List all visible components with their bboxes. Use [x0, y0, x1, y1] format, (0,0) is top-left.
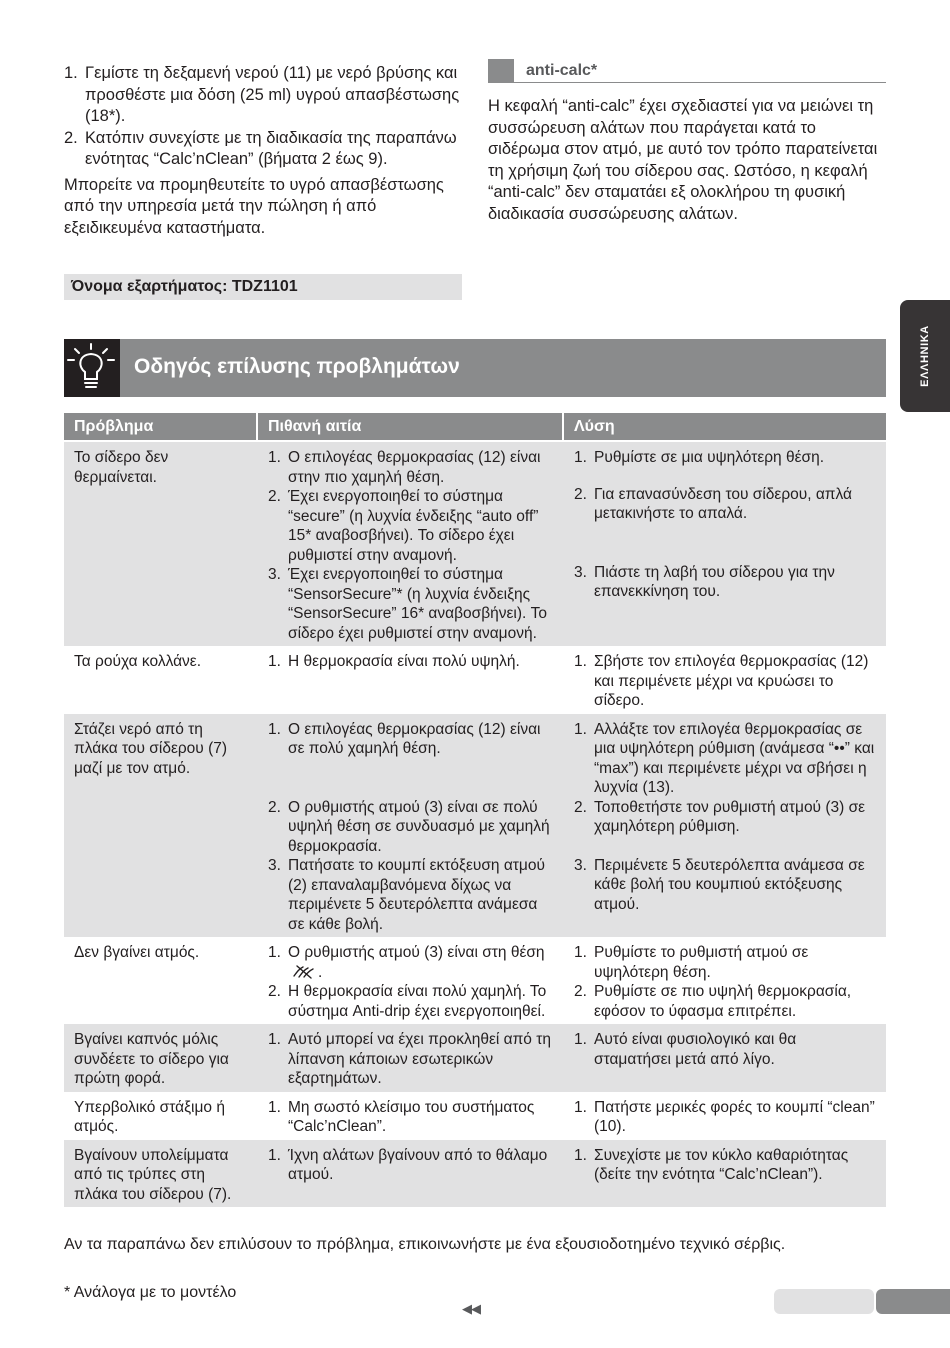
- solution-cell: [564, 646, 886, 714]
- solution-cell: [564, 937, 886, 1024]
- service-note: Αν τα παραπάνω δεν επιλύσουν το πρόβλημα, επικοινωνήστε με ένα εξουσιοδοτημένο τεχνικό σέρβις.: [64, 1236, 786, 1253]
- list-item: 2. Τοποθετήστε τον ρυθμιστή ατμού (3) σε χαμηλότερη ρύθμιση.: [574, 798, 866, 835]
- solution-cell: [564, 1024, 886, 1092]
- model-footnote: * Ανάλογα με το μοντέλο: [64, 1284, 237, 1301]
- table-row: [64, 714, 886, 938]
- anti-calc-title: anti-calc*: [526, 62, 598, 79]
- page-bar-dark: [876, 1289, 950, 1314]
- list-item: 1. Μη σωστό κλείσιμο του συστήματος “Calc’nClean”.: [268, 1098, 535, 1135]
- list-item: 3. Πατήσατε το κουμπί εκτόξευση ατμού (2) επαναλαμβανόμενα δίχως να περιμένετε 5 δευτερόλεπτα ανάμεσα σε κάθε βολή.: [268, 857, 545, 933]
- list-item: 2. Η θερμοκρασία είναι πολύ χαμηλή. Το σύστημα Anti-drip έχει ενεργοποιηθεί.: [268, 983, 547, 1020]
- cause-cell: [258, 646, 564, 714]
- troubleshooting-table: [64, 413, 886, 1207]
- solution-cell: [564, 442, 886, 646]
- column-header-cause: Πιθανή αιτία: [258, 413, 564, 440]
- list-item: 1. Συνεχίστε με τον κύκλο καθαριότητας (δείτε την ενότητα “Calc’nClean”).: [574, 1146, 849, 1183]
- list-item: 1. Αλλάξτε τον επιλογέα θερμοκρασίας σε μια υψηλότερη ρύθμιση (ανάμεσα “••” και “max”) και περιμένετε μέχρι να σβήσει η λυχνία (13).: [574, 720, 875, 796]
- table-row: [64, 1024, 886, 1092]
- supplier-paragraph: Μπορείτε να προμηθευτείτε το υγρό απασβέστωσης από την υπηρεσία μετά την πώληση ή από εξειδικευμένα καταστήματα.: [64, 175, 444, 237]
- solution-cell: [564, 1092, 886, 1140]
- back-arrows-icon[interactable]: ◀◀: [462, 1301, 480, 1316]
- list-item: 1. Σβήστε τον επιλογέα θερμοκρασίας (12) και περιμένετε μέχρι να κρυώσει το σίδερο.: [574, 653, 869, 709]
- cause-cell: [258, 1140, 564, 1208]
- problem-cell: Τα ρούχα κολλάνε.: [74, 653, 202, 670]
- heading-marker: [488, 59, 514, 82]
- refill-steps: [64, 63, 462, 171]
- list-item: 1. Η θερμοκρασία είναι πολύ υψηλή.: [268, 653, 520, 670]
- list-item: 3. Έχει ενεργοποιηθεί το σύστημα “SensorSecure”* (η λυχνία ένδειξης “SensorSecure” 16* αναβοσβήνει). Το σίδερο έχει ρυθμιστεί στην αναμονή.: [268, 566, 548, 642]
- cause-cell: [258, 937, 564, 1024]
- section-title: Οδηγός επίλυσης προβλημάτων: [134, 355, 460, 378]
- list-item: 1. Ο επιλογέας θερμοκρασίας (12) είναι σε πολύ χαμηλή θέση.: [268, 720, 541, 757]
- anti-calc-paragraph: Η κεφαλή “anti-calc” έχει σχεδιαστεί για να μειώνει τη συσσώρευση αλάτων που παράγεται κατά το σιδέρωμα στον ατμό, με αυτό τον τρόπο παρατείνεται τη χρήσιμη ζωή του σίδερου σας. Ωστόσο, η κεφαλή “anti-calc” δεν σταματάει εξ ολοκλήρου τη φυσική διαδικασία συσσώρευσης αλάτων.: [488, 97, 878, 223]
- problem-cell: Δεν βγαίνει ατμός.: [74, 944, 200, 961]
- lightbulb-icon: [64, 339, 120, 397]
- list-item: 1. Ρυθμίστε σε μια υψηλότερη θέση.: [574, 449, 825, 466]
- list-item: 1. Πατήστε μερικές φορές το κουμπί “clean” (10).: [574, 1098, 875, 1135]
- list-item: 1. Αυτό μπορεί να έχει προκληθεί από τη λίπανση κάποιων εσωτερικών εξαρτημάτων.: [268, 1031, 551, 1087]
- section-banner: [64, 339, 886, 397]
- left-column: [64, 63, 462, 239]
- table-row: [64, 442, 886, 646]
- list-item: 3. Περιμένετε 5 δευτερόλεπτα ανάμεσα σε κάθε βολή του κουμπιού εκτόξευσης ατμού.: [574, 856, 865, 913]
- list-item: 3. Πιάστε τη λαβή του σίδερου για την επανεκκίνηση του.: [574, 563, 835, 600]
- solution-cell: [564, 1140, 886, 1208]
- problem-cell: Βγαίνει καπνός μόλις συνδέετε το σίδερο για πρώτη φορά.: [64, 1024, 258, 1092]
- page-bar-light: [774, 1289, 874, 1314]
- problem-cell: Υπερβολικό στάξιμο ή ατμός.: [74, 1098, 225, 1135]
- problem-cell: Βγαίνουν υπολείμματα από τις τρύπες στη πλάκα του σίδερου (7).: [64, 1140, 258, 1208]
- problem-cell: Το σίδερο δεν θερμαίνεται.: [64, 442, 258, 646]
- list-item: 1. Ο ρυθμιστής ατμού (3) είναι στη θέση .: [268, 944, 545, 981]
- column-header-solution: Λύση: [564, 413, 886, 440]
- list-item: 2. Για επανασύνδεση του σίδερου, απλά μετακινήστε το απαλά.: [574, 485, 852, 522]
- table-row: [64, 1140, 886, 1208]
- part-name-bar: Όνομα εξαρτήματος: TDZ1101: [64, 274, 462, 300]
- no-steam-icon: [290, 963, 316, 979]
- cause-cell: [258, 1024, 564, 1092]
- cause-cell: [258, 442, 564, 646]
- language-label: ΕΛΛΗΝΙΚΑ: [919, 325, 931, 387]
- list-item: 2. Έχει ενεργοποιηθεί το σύστημα “secure” (η λυχνία ένδειξης “auto off” 15* αναβοσβήνει). Το σίδερο έχει ρυθμιστεί στην αναμονή.: [268, 488, 539, 564]
- column-header-problem: Πρόβλημα: [64, 413, 258, 440]
- table-row: [64, 646, 886, 714]
- list-item: 2. Κατόπιν συνεχίστε με τη διαδικασία της παραπάνω ενότητας “Calc’nClean” (βήματα 2 έως 9).: [64, 128, 457, 168]
- list-item: 2. Ρυθμίστε σε πιο υψηλή θερμοκρασία, εφόσον το ύφασμα επιτρέπει.: [574, 983, 852, 1020]
- list-item: 1. Αυτό είναι φυσιολογικό και θα σταματήσει μετά από λίγο.: [574, 1031, 797, 1068]
- list-item: 1. Γεμίστε τη δεξαμενή νερού (11) με νερό βρύσης και προσθέστε μια δόση (25 ml) υγρού απασβέστωσης (18*).: [64, 64, 460, 125]
- table-header-row: [64, 413, 886, 440]
- list-item: 1. Ρυθμίστε το ρυθμιστή ατμού σε υψηλότερη θέση.: [574, 944, 809, 981]
- list-item: 1. Ίχνη αλάτων βγαίνουν από το θάλαμο ατμού.: [268, 1146, 548, 1183]
- list-item: 2. Ο ρυθμιστής ατμού (3) είναι σε πολύ υψηλή θέση σε συνδυασμό με χαμηλή θερμοκρασία.: [268, 798, 550, 855]
- anti-calc-heading: [488, 59, 886, 83]
- language-tab: [900, 300, 950, 412]
- cause-cell: [258, 714, 564, 938]
- table-row: [64, 1092, 886, 1140]
- list-item: 1. Ο επιλογέας θερμοκρασίας (12) είναι στην πιο χαμηλή θέση.: [268, 449, 541, 486]
- table-row: [64, 937, 886, 1024]
- solution-cell: [564, 714, 886, 938]
- cause-cell: [258, 1092, 564, 1140]
- problem-cell: Στάζει νερό από τη πλάκα του σίδερου (7) μαζί με τον ατμό.: [64, 714, 258, 938]
